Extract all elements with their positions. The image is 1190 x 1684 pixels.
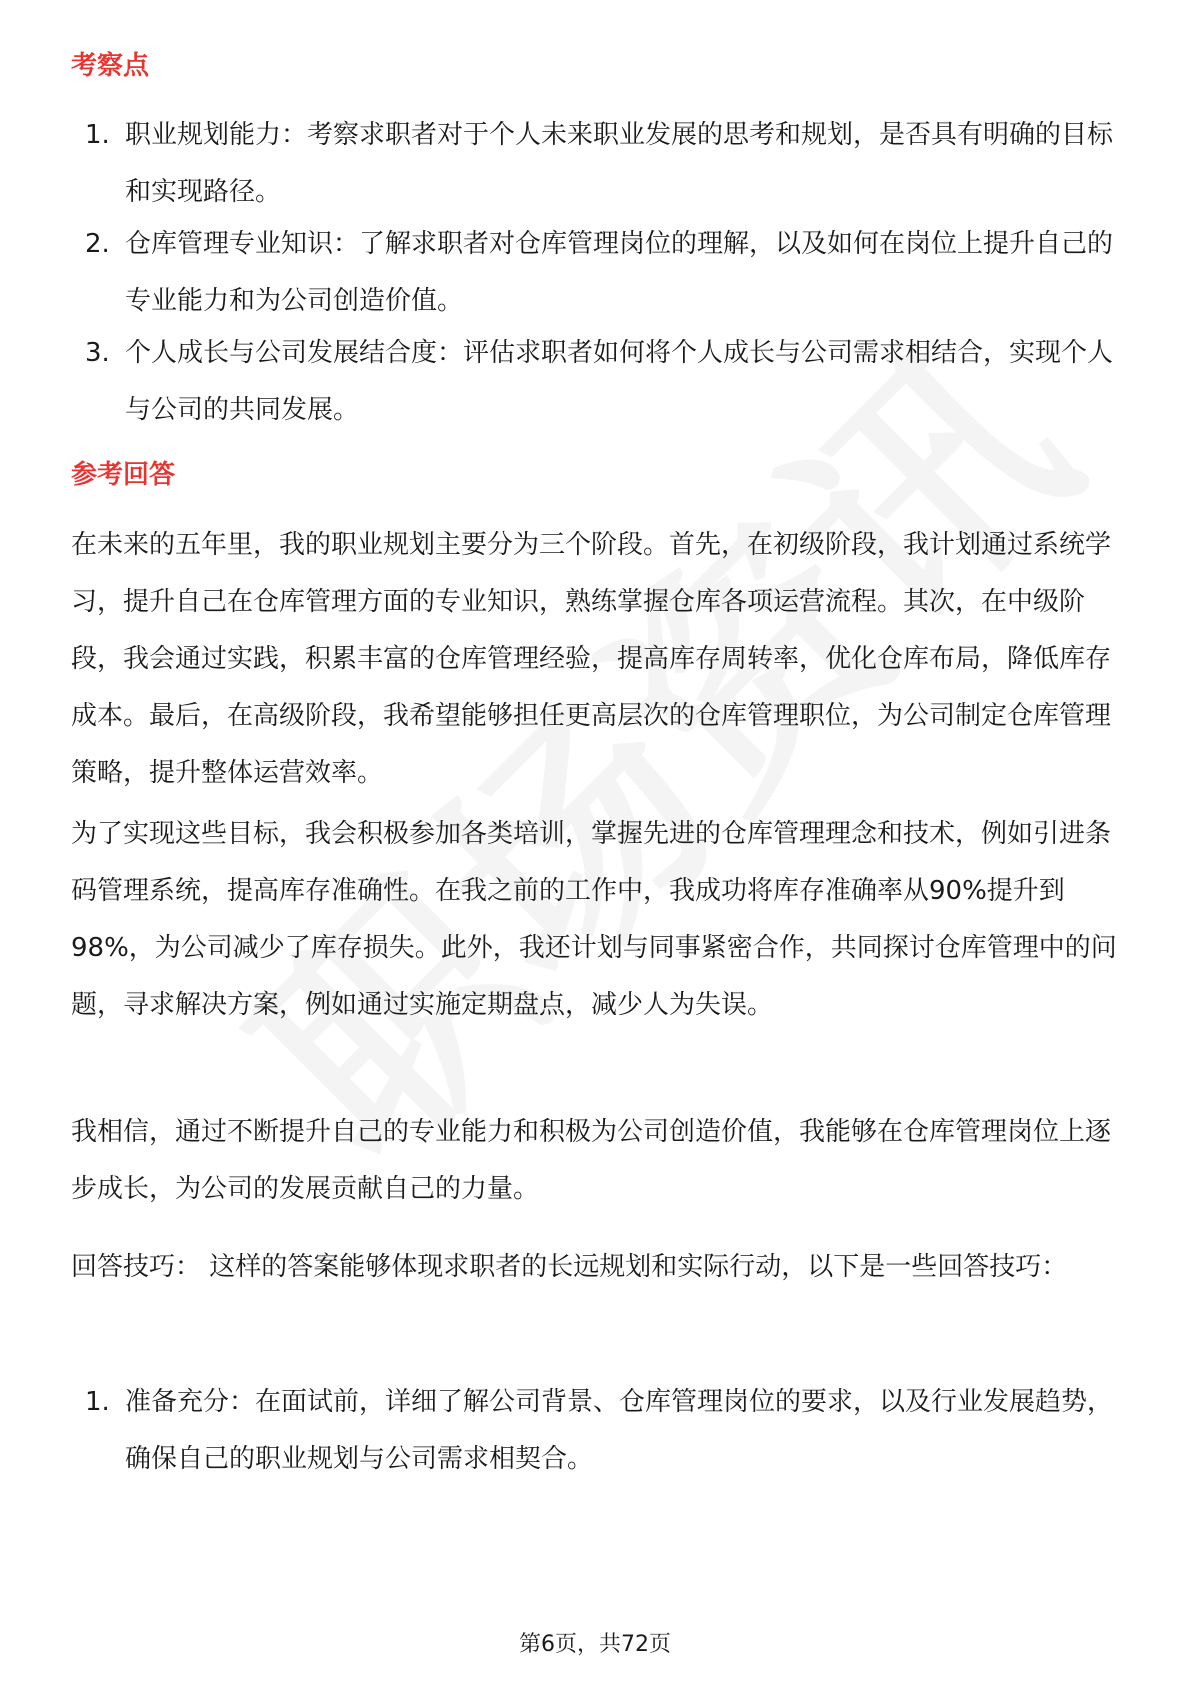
- section-title-reference-answer: 参考回答: [71, 460, 176, 490]
- list-item: [71, 107, 1121, 221]
- answer-paragraph: 为了实现这些目标，我会积极参加各类培训，掌握先进的仓库管理理念和技术，例如引进条码管理系统，提高库存准确性。在我之前的工作中，我成功将库存准确率从90%提升到98%，为公司减少了库存损失。此外，我还计划与同事紧密合作，共同探讨仓库管理中的问题，寻求解决方案，例如通过实施定期盘点，减少人为失误。: [71, 819, 1117, 1020]
- list-number: 3.: [85, 338, 110, 368]
- list-item: [71, 1374, 1121, 1488]
- list-number: 1.: [85, 120, 110, 150]
- list-text: 职业规划能力：考察求职者对于个人未来职业发展的思考和规划，是否具有明确的目标和实现路径。: [125, 120, 1114, 207]
- list-item: [71, 325, 1121, 439]
- answer-tips-intro: 回答技巧： 这样的答案能够体现求职者的长远规划和实际行动，以下是一些回答技巧：: [71, 1252, 1068, 1282]
- list-text: 个人成长与公司发展结合度：评估求职者如何将个人成长与公司需求相结合，实现个人与公司的共同发展。: [125, 338, 1114, 425]
- list-number: 1.: [85, 1387, 110, 1417]
- section-title-exam-points: 考察点: [71, 51, 150, 81]
- answer-paragraph: 在未来的五年里，我的职业规划主要分为三个阶段。首先，在初级阶段，我计划通过系统学习，提升自己在仓库管理方面的专业知识，熟练掌握仓库各项运营流程。其次，在中级阶段，我会通过实践，积累丰富的仓库管理经验，提高库存周转率，优化仓库布局，降低库存成本。最后，在高级阶段，我希望能够担任更高层次的仓库管理职位，为公司制定仓库管理策略，提升整体运营效率。: [71, 530, 1112, 788]
- list-item: [71, 216, 1121, 330]
- list-text: 准备充分：在面试前，详细了解公司背景、仓库管理岗位的要求，以及行业发展趋势，确保自己的职业规划与公司需求相契合。: [125, 1387, 1114, 1474]
- list-text: 仓库管理专业知识：了解求职者对仓库管理岗位的理解，以及如何在岗位上提升自己的专业能力和为公司创造价值。: [125, 229, 1114, 316]
- page-number: 第6页，共72页: [519, 1632, 671, 1657]
- list-number: 2.: [85, 229, 110, 259]
- answer-paragraph: 我相信，通过不断提升自己的专业能力和积极为公司创造价值，我能够在仓库管理岗位上逐步成长，为公司的发展贡献自己的力量。: [71, 1117, 1112, 1204]
